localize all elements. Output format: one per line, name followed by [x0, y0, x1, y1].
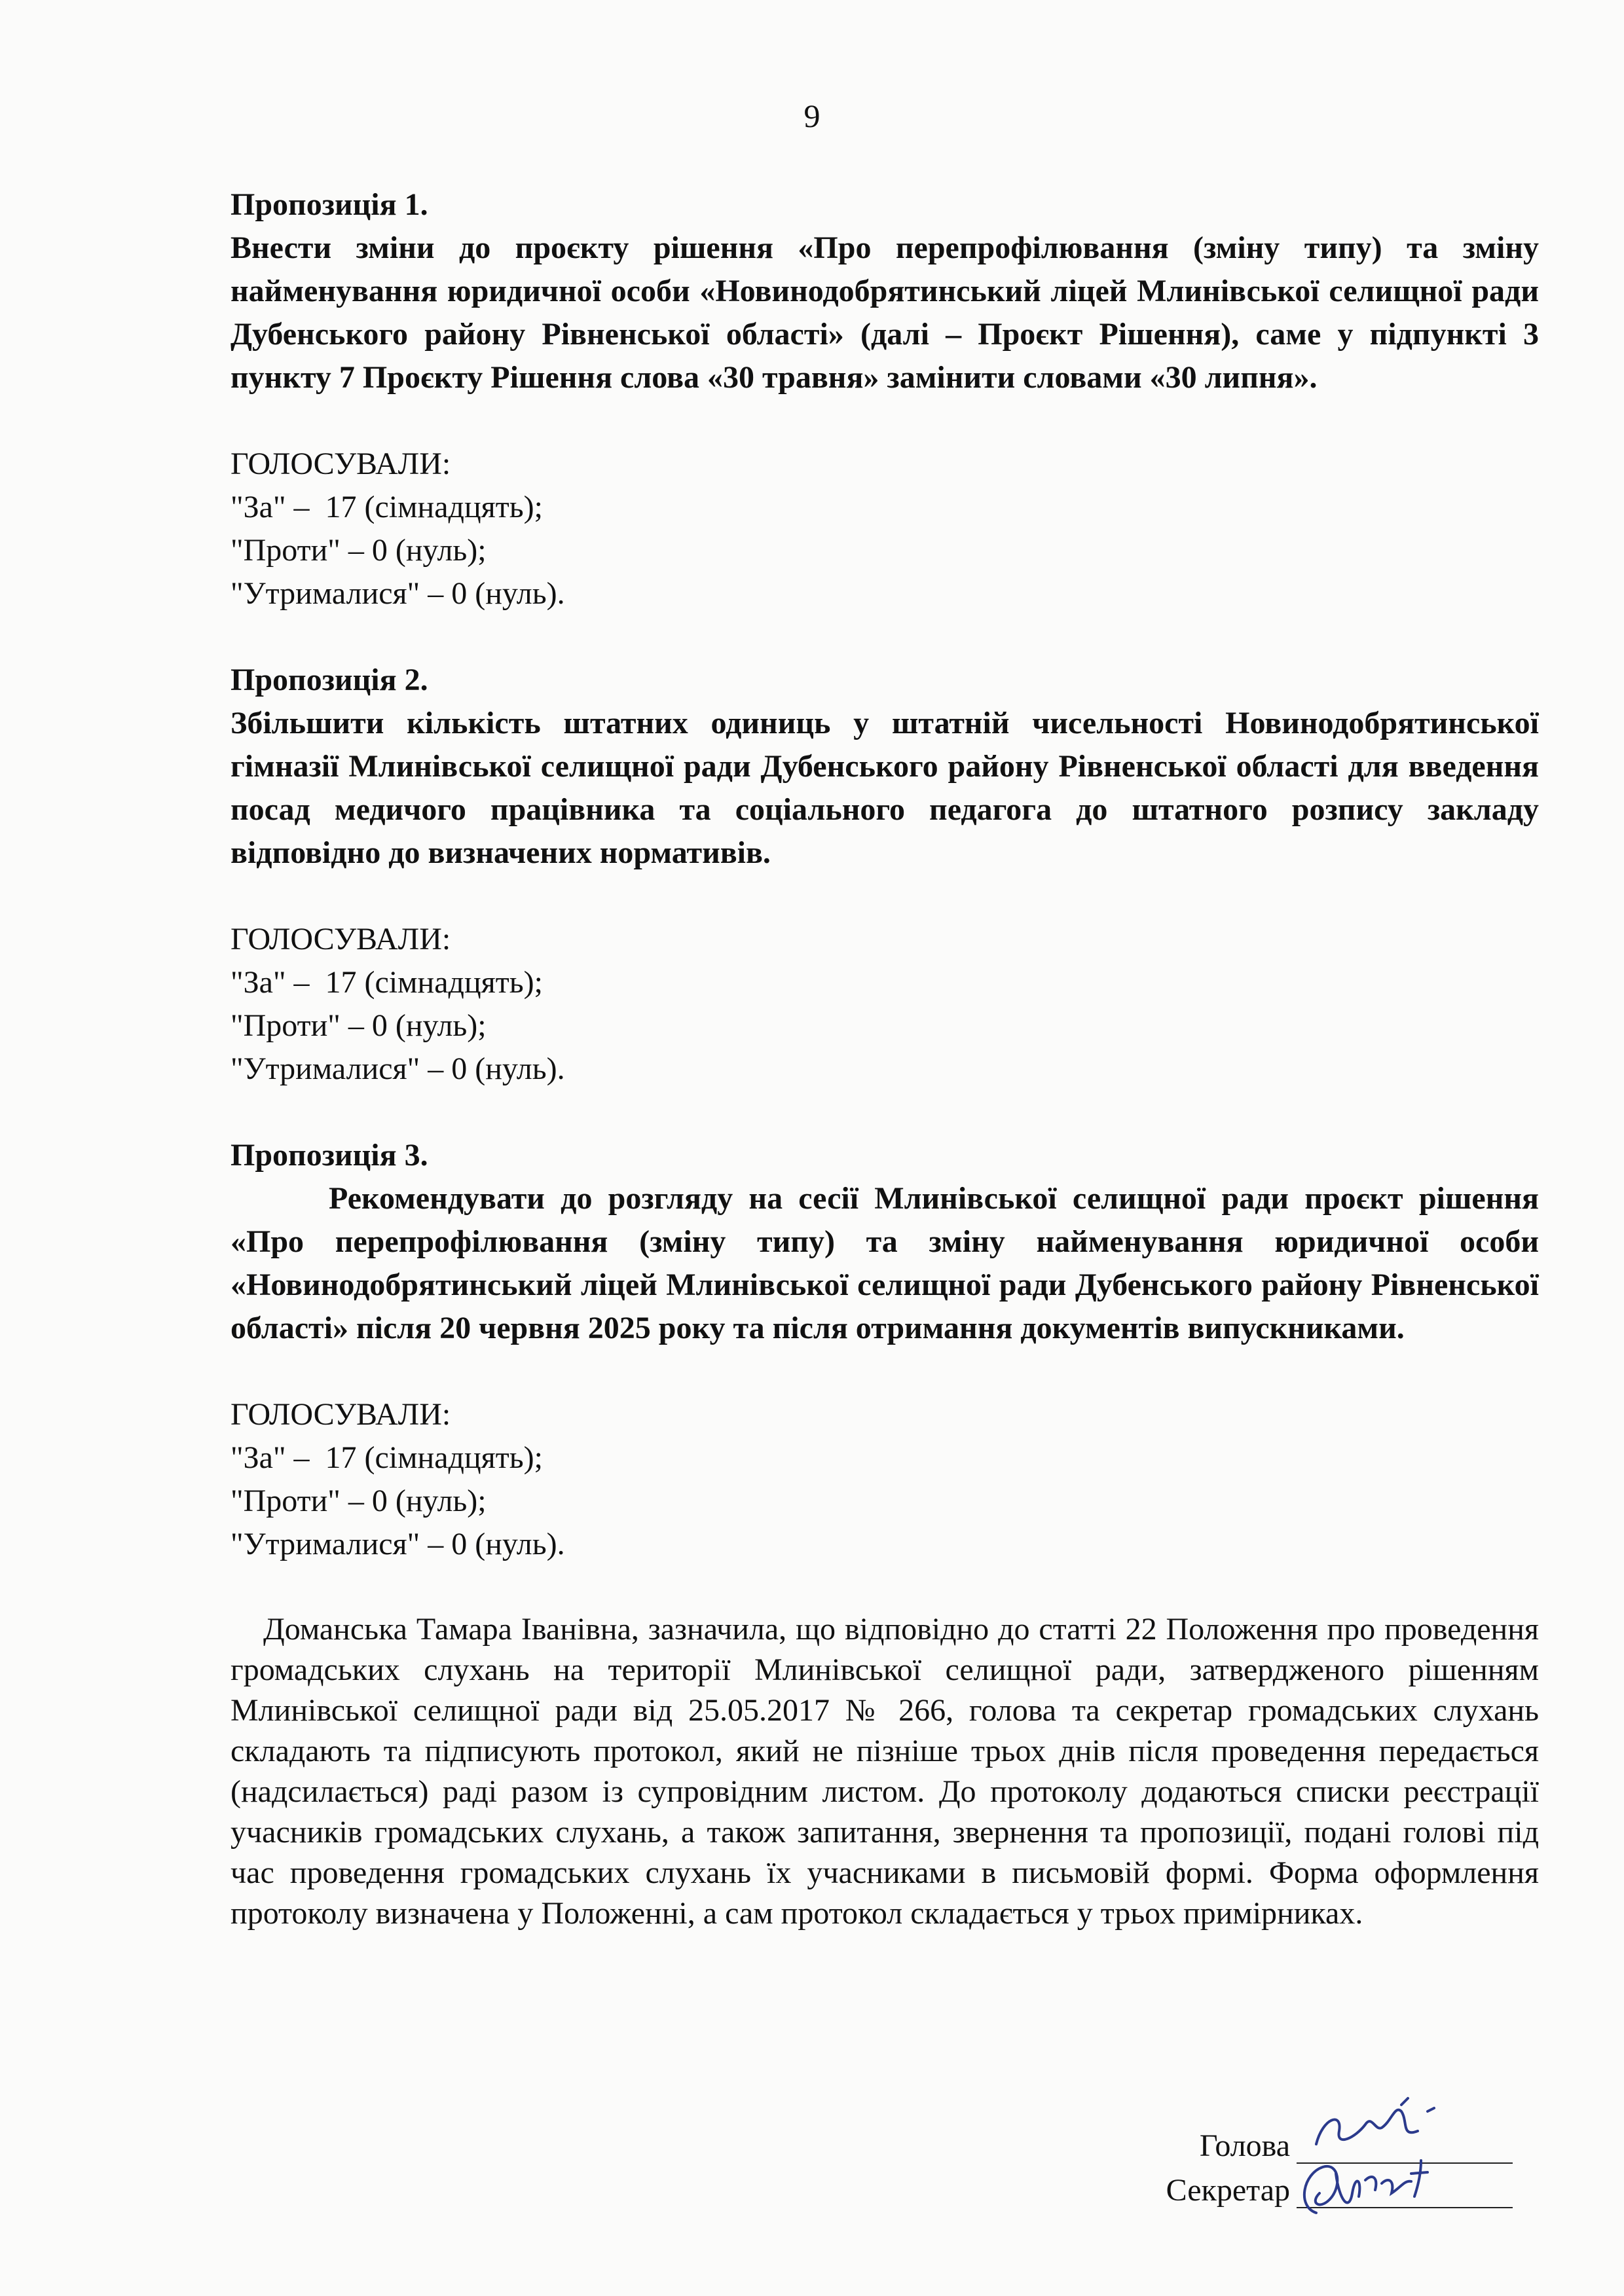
proposal-3	[231, 1134, 1539, 1350]
voting-header: ГОЛОСУВАЛИ:	[231, 446, 451, 481]
voting-3	[231, 1393, 1539, 1566]
proposal-text: Внести зміни до проєкту рішення «Про перепрофілювання (зміну типу) та зміну найменування юридичної особи «Новинодобрятинський ліцей Млинівської селищної ради Дубенського району Рівненської області» (далі – Проєкт Рішення), саме у підпункті 3 пункту 7 Проєкту Рішення слова «30 травня» замінити словами «30 липня».	[231, 230, 1539, 395]
proposal-title: Пропозиція 1.	[231, 187, 428, 222]
vote-for: "За" – 17 (сімнадцять);	[231, 1440, 543, 1475]
proposal-text: Рекомендувати до розгляду на сесії Млинівської селищної ради проєкт рішення «Про перепрофілювання (зміну типу) та зміну найменування юридичної особи «Новинодобрятинський ліцей Млинівської селищної ради Дубенського району Рівненської області» після 20 червня 2025 року та після отримання документів випускниками.	[231, 1181, 1539, 1345]
document-body	[231, 183, 1539, 1934]
secretary-signature-icon	[1290, 2134, 1460, 2226]
proposal-title: Пропозиція 2.	[231, 663, 428, 697]
vote-against: "Проти" – 0 (нуль);	[231, 1484, 487, 1518]
vote-against: "Проти" – 0 (нуль);	[231, 533, 487, 568]
voting-header: ГОЛОСУВАЛИ:	[231, 922, 451, 957]
vote-for: "За" – 17 (сімнадцять);	[231, 965, 543, 1000]
vote-against: "Проти" – 0 (нуль);	[231, 1008, 487, 1043]
vote-abstained: "Утрималися" – 0 (нуль).	[231, 1527, 565, 1561]
vote-abstained: "Утрималися" – 0 (нуль).	[231, 576, 565, 611]
secretary-label: Секретар	[1166, 2173, 1290, 2208]
vote-abstained: "Утрималися" – 0 (нуль).	[231, 1051, 565, 1086]
proposal-title: Пропозиція 3.	[231, 1138, 428, 1173]
vote-for: "За" – 17 (сімнадцять);	[231, 490, 543, 524]
voting-header: ГОЛОСУВАЛИ:	[231, 1397, 451, 1432]
proposal-2	[231, 659, 1539, 875]
proposal-text: Збільшити кількість штатних одиниць у штатній чисельності Новинодобрятинської гімназії Млинівської селищної ради Дубенського району Рівненської області для введення посад медичого працівника та соціального педагога до штатного розпису закладу відповідно до визначених нормативів.	[231, 706, 1539, 870]
final-paragraph: Доманська Тамара Іванівна, зазначила, що відповідно до статті 22 Положення про проведення громадських слухань на території Млинівської селищної ради, затвердженого рішенням Млинівської селищної ради від 25.05.2017 № 266, голова та секретар громадських слухань складають та підписують протокол, який не пізніше трьох днів після проведення передається (надсилається) раді разом із супровідним листом. До протоколу додаються списки реєстрації учасників громадських слухань, а також запитання, звернення та пропозиції, подані голові під час проведення громадських слухань їх учасниками в письмовій формі. Форма оформлення протоколу визначена у Положенні, а сам протокол складається у трьох примірниках.	[231, 1612, 1539, 1931]
proposal-1	[231, 183, 1539, 399]
voting-1	[231, 443, 1539, 615]
voting-2	[231, 918, 1539, 1091]
page-number: 9	[803, 98, 821, 134]
chair-label: Голова	[1199, 2128, 1290, 2163]
